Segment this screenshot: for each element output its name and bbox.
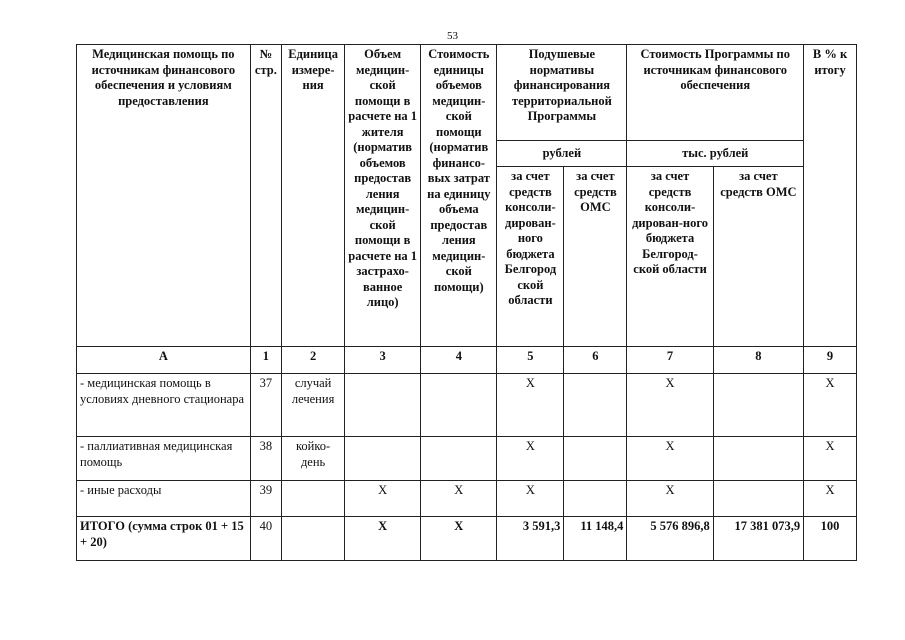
row-name: - иные расходы xyxy=(77,481,251,517)
table-row xyxy=(77,481,857,517)
cell-col-7: X xyxy=(627,481,713,517)
header-col-1: № стр. xyxy=(250,45,281,347)
row-line-number: 37 xyxy=(250,374,281,437)
cell-col-6 xyxy=(564,374,627,437)
cell-col-9: X xyxy=(804,437,857,481)
page-number: 53 xyxy=(447,30,458,42)
column-number: 8 xyxy=(713,347,803,374)
header-col-7: за счет средств консоли-дирован-ного бюджета Белгород-ской области xyxy=(627,167,713,347)
table-row xyxy=(77,374,857,437)
column-number: 3 xyxy=(345,347,421,374)
cell-col-5: X xyxy=(497,437,564,481)
header-col-5: за счет средств консоли-дирован-ного бюджета Белгород ской области xyxy=(497,167,564,347)
table-row xyxy=(77,437,857,481)
row-unit xyxy=(282,481,345,517)
cell-col-3 xyxy=(345,437,421,481)
column-number: 7 xyxy=(627,347,713,374)
cell-col-9: X xyxy=(804,481,857,517)
cell-col-9: X xyxy=(804,374,857,437)
cell-col-4 xyxy=(421,437,497,481)
cell-col-8 xyxy=(713,481,803,517)
total-col-9: 100 xyxy=(804,517,857,561)
cell-col-6 xyxy=(564,437,627,481)
header-col-8: за счет средств ОМС xyxy=(713,167,803,347)
column-number: 4 xyxy=(421,347,497,374)
column-number: 9 xyxy=(804,347,857,374)
header-col-3: Объем медицин-ской помощи в расчете на 1 жителя (норматив объемов предостав ления медицин-ской помощи в расчете на 1 застрахо-ванное лицо) xyxy=(345,45,421,347)
row-name: - медицинская помощь в условиях дневного стационара xyxy=(77,374,251,437)
column-number: 1 xyxy=(250,347,281,374)
header-unit-rub: рублей xyxy=(497,141,627,167)
cell-col-4: X xyxy=(421,481,497,517)
total-col-6: 11 148,4 xyxy=(564,517,627,561)
header-col-4: Стоимость единицы объемов медицин-ской помощи (норматив финансо-вых затрат на единицу объема предостав ления медицин-ской помощи) xyxy=(421,45,497,347)
total-col-5: 3 591,3 xyxy=(497,517,564,561)
cell-col-6 xyxy=(564,481,627,517)
cell-col-7: X xyxy=(627,374,713,437)
total-col-3: X xyxy=(345,517,421,561)
header-unit-thous: тыс. рублей xyxy=(627,141,804,167)
header-group-cost: Стоимость Программы по источникам финансового обеспечения xyxy=(627,45,804,141)
cell-col-5: X xyxy=(497,481,564,517)
cell-col-3 xyxy=(345,374,421,437)
total-col-4: X xyxy=(421,517,497,561)
total-col-8: 17 381 073,9 xyxy=(713,517,803,561)
header-col-2: Единица измере-ния xyxy=(282,45,345,347)
total-label: ИТОГО (сумма строк 01 + 15 + 20) xyxy=(77,517,251,561)
total-row xyxy=(77,517,857,561)
cell-col-4 xyxy=(421,374,497,437)
row-unit: койко-день xyxy=(282,437,345,481)
header-col-9: В % к итогу xyxy=(804,45,857,347)
cell-col-8 xyxy=(713,374,803,437)
total-line-number: 40 xyxy=(250,517,281,561)
header-col-6: за счет средств ОМС xyxy=(564,167,627,347)
column-number: А xyxy=(77,347,251,374)
row-name: - паллиативная медицинская помощь xyxy=(77,437,251,481)
financing-table xyxy=(76,44,857,561)
column-number: 5 xyxy=(497,347,564,374)
header-col-a: Медицинская помощь по источникам финансового обеспечения и условиям предоставления xyxy=(77,45,251,347)
cell-col-7: X xyxy=(627,437,713,481)
cell-col-3: X xyxy=(345,481,421,517)
column-number-row xyxy=(77,347,857,374)
total-unit xyxy=(282,517,345,561)
column-number: 6 xyxy=(564,347,627,374)
column-number: 2 xyxy=(282,347,345,374)
total-col-7: 5 576 896,8 xyxy=(627,517,713,561)
row-unit: случай лечения xyxy=(282,374,345,437)
cell-col-5: X xyxy=(497,374,564,437)
cell-col-8 xyxy=(713,437,803,481)
row-line-number: 39 xyxy=(250,481,281,517)
header-group-per-capita: Подушевые нормативы финансирования территориальной Программы xyxy=(497,45,627,141)
row-line-number: 38 xyxy=(250,437,281,481)
